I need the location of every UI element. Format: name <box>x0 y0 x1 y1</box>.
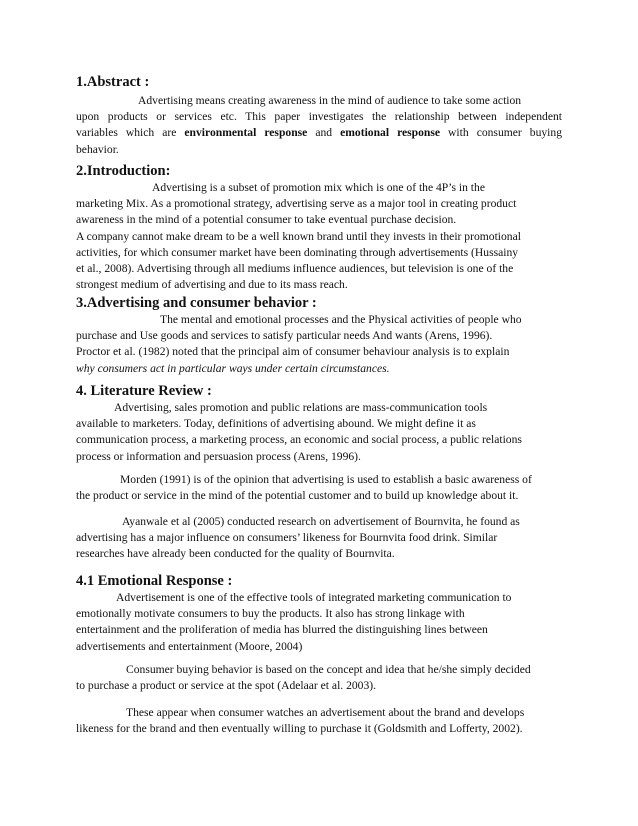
literature-paragraph-3 <box>76 514 562 563</box>
emotional-line: These appear when consumer watches an advertisement about the brand and develops <box>126 706 525 719</box>
literature-line: process or information and persuasion process (Arens, 1996). <box>76 449 361 463</box>
heading-introduction: 2.Introduction: <box>76 163 171 179</box>
abstract-line: upon products or services etc. This paper investigates the relationship between independent <box>76 110 562 124</box>
consumer-behavior-line: purchase and Use goods and services to satisfy particular needs And wants (Arens, 1996). <box>76 329 493 343</box>
text-run: with consumer buying <box>440 126 562 140</box>
literature-paragraph-1 <box>76 400 562 465</box>
emotional-line: Advertisement is one of the effective tools of integrated marketing communication to <box>116 591 512 604</box>
emotional-paragraph-2 <box>76 662 562 694</box>
literature-line: advertising has a major influence on consumers’ likeness for Bournvita food drink. Similar <box>76 531 498 545</box>
bold-term-environmental-response: environmental response <box>184 126 308 140</box>
literature-line: Ayanwale et al (2005) conducted research on advertisement of Bournvita, he found as <box>122 515 520 528</box>
italic-text: why consumers act in particular ways under certain circumstances. <box>76 361 390 375</box>
abstract-line-with-bold <box>76 125 562 141</box>
literature-line: Advertising, sales promotion and public relations are mass-communication tools <box>114 401 488 414</box>
heading-emotional-response: 4.1 Emotional Response : <box>76 573 233 589</box>
abstract-line: Advertising means creating awareness in the mind of audience to take some action <box>138 94 522 107</box>
emotional-line: to purchase a product or service at the spot (Adelaar et al. 2003). <box>76 679 377 693</box>
consumer-behavior-paragraph <box>76 312 562 377</box>
introduction-paragraph <box>76 180 562 293</box>
consumer-behavior-line <box>76 361 562 377</box>
introduction-line: Advertising is a subset of promotion mix which is one of the 4P’s in the <box>152 181 485 194</box>
emotional-line: emotionally motivate consumers to buy the products. It also has strong linkage with <box>76 607 465 621</box>
introduction-line: marketing Mix. As a promotional strategy, advertising serve as a major tool in creating product <box>76 197 517 211</box>
text-run: variables which are <box>76 126 185 140</box>
abstract-paragraph <box>76 93 562 158</box>
abstract-line: behavior. <box>76 142 119 156</box>
consumer-behavior-line: Proctor et al. (1982) noted that the principal aim of consumer behaviour analysis is to explain <box>76 345 510 359</box>
introduction-line: et al., 2008). Advertising through all mediums influence audiences, but television is one of the <box>76 261 514 275</box>
literature-paragraph-2 <box>76 472 562 504</box>
introduction-line: awareness in the mind of a potential consumer to take eventual purchase decision. <box>76 213 457 227</box>
introduction-line: A company cannot make dream to be a well known brand until they invests in their promotional <box>76 229 521 243</box>
emotional-paragraph-1 <box>76 590 562 655</box>
text-run: and <box>307 126 341 140</box>
heading-consumer-behavior: 3.Advertising and consumer behavior : <box>76 295 317 311</box>
literature-line: the product or service in the mind of the potential customer and to build up knowledge about it. <box>76 489 519 503</box>
emotional-line: likeness for the brand and then eventually willing to purchase it (Goldsmith and Lofferty, 2002). <box>76 722 523 736</box>
bold-term-emotional-response: emotional response <box>340 126 441 140</box>
literature-line: communication process, a marketing process, an economic and social process, a public relations <box>76 433 522 447</box>
emotional-line: entertainment and the proliferation of media has blurred the distinguishing lines between <box>76 623 488 637</box>
emotional-paragraph-3 <box>76 705 562 737</box>
literature-line: Morden (1991) is of the opinion that advertising is used to establish a basic awareness of <box>120 473 532 486</box>
consumer-behavior-line: The mental and emotional processes and the Physical activities of people who <box>160 313 522 326</box>
heading-abstract: 1.Abstract : <box>76 74 150 90</box>
literature-line: available to marketers. Today, definitions of advertising abound. We might define it as <box>76 417 476 431</box>
emotional-line: Consumer buying behavior is based on the concept and idea that he/she simply decided <box>126 663 531 676</box>
heading-literature-review: 4. Literature Review : <box>76 383 212 399</box>
introduction-line: activities, for which consumer market have been dominating through advertisements (Hussainy <box>76 245 519 259</box>
introduction-line: strongest medium of advertising and due to its mass reach. <box>76 278 348 292</box>
emotional-line: advertisements and entertainment (Moore, 2004) <box>76 639 303 653</box>
literature-line: researches have already been conducted for the quality of Bournvita. <box>76 547 395 561</box>
